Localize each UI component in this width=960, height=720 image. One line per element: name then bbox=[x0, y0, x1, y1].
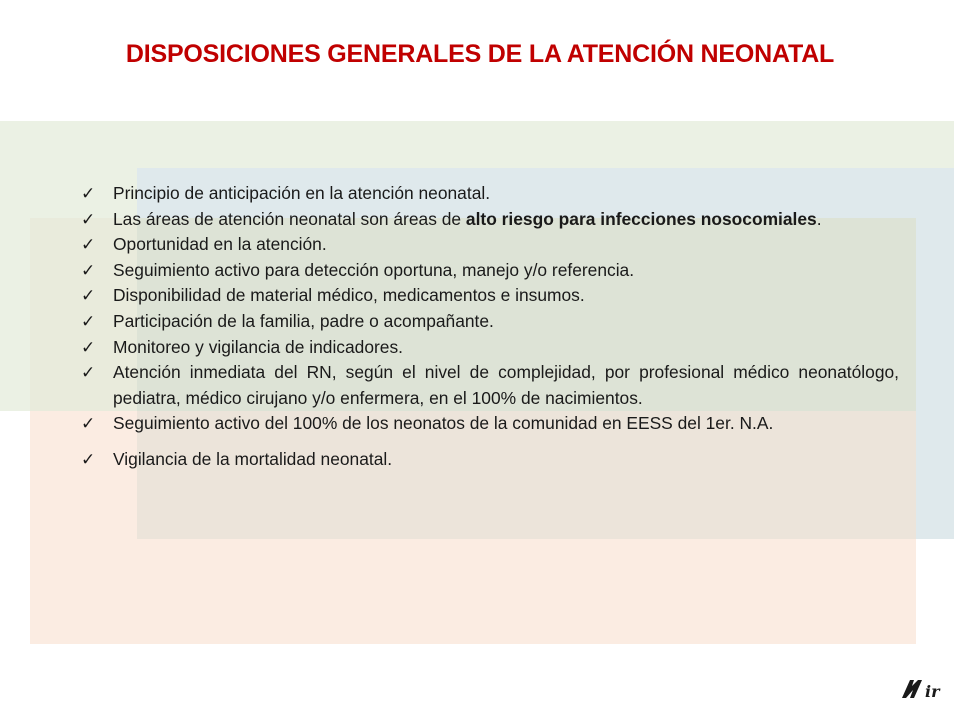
list-item bbox=[79, 411, 899, 437]
checkmark-icon: ✓ bbox=[81, 414, 96, 434]
checkmark-icon: ✓ bbox=[81, 184, 96, 203]
checkmark-icon: ✓ bbox=[81, 363, 96, 383]
list-item bbox=[79, 360, 899, 411]
background-overlap bbox=[916, 411, 954, 539]
checkmark-icon: ✓ bbox=[81, 260, 96, 280]
checkmark-icon: ✓ bbox=[81, 286, 96, 306]
logo-icon bbox=[900, 676, 948, 702]
list-item-text: Disponibilidad de material médico, medicamentos e insumos. bbox=[113, 285, 585, 306]
list-item bbox=[79, 232, 899, 258]
list-item-text: Atención inmediata del RN, según el nivel de complejidad, por profesional médico neonatólogo, pediatra, médico cirujano y/o enfermera, en el 100% de nacimientos. bbox=[113, 362, 899, 408]
logo bbox=[900, 676, 948, 702]
bullet-list bbox=[79, 181, 899, 473]
list-item-text: Seguimiento activo para detección oportuna, manejo y/o referencia. bbox=[113, 259, 635, 280]
checkmark-icon: ✓ bbox=[81, 449, 96, 469]
list-item-text: Seguimiento activo del 100% de los neonatos de la comunidad en EESS del 1er. N.A. bbox=[113, 413, 774, 434]
list-item-text: Oportunidad en la atención. bbox=[113, 234, 327, 255]
list-item-text: . bbox=[816, 208, 822, 229]
checkmark-icon: ✓ bbox=[81, 209, 96, 229]
list-item-text: Las áreas de atención neonatal son áreas de bbox=[113, 208, 466, 229]
logo-text: ir bbox=[925, 682, 940, 701]
page-title: DISPOSICIONES GENERALES DE LA ATENCIÓN NEONATAL bbox=[125, 40, 835, 68]
checkmark-icon: ✓ bbox=[81, 235, 96, 255]
list-item-text: Vigilancia de la mortalidad neonatal. bbox=[113, 448, 393, 469]
list-item bbox=[79, 207, 899, 233]
list-item-text: Principio de anticipación en la atención neonatal. bbox=[113, 183, 491, 203]
list-item bbox=[79, 309, 899, 335]
list-item bbox=[79, 258, 899, 284]
checkmark-icon: ✓ bbox=[81, 337, 96, 357]
list-item bbox=[79, 447, 899, 473]
list-item-bold-text: alto riesgo para infecciones nosocomiales bbox=[465, 208, 817, 229]
list-item-text: Participación de la familia, padre o acompañante. bbox=[113, 310, 494, 331]
list-item bbox=[79, 181, 899, 207]
list-item-text: Monitoreo y vigilancia de indicadores. bbox=[113, 336, 404, 357]
list-item bbox=[79, 283, 899, 309]
checkmark-icon: ✓ bbox=[81, 311, 96, 331]
list-item bbox=[79, 335, 899, 361]
